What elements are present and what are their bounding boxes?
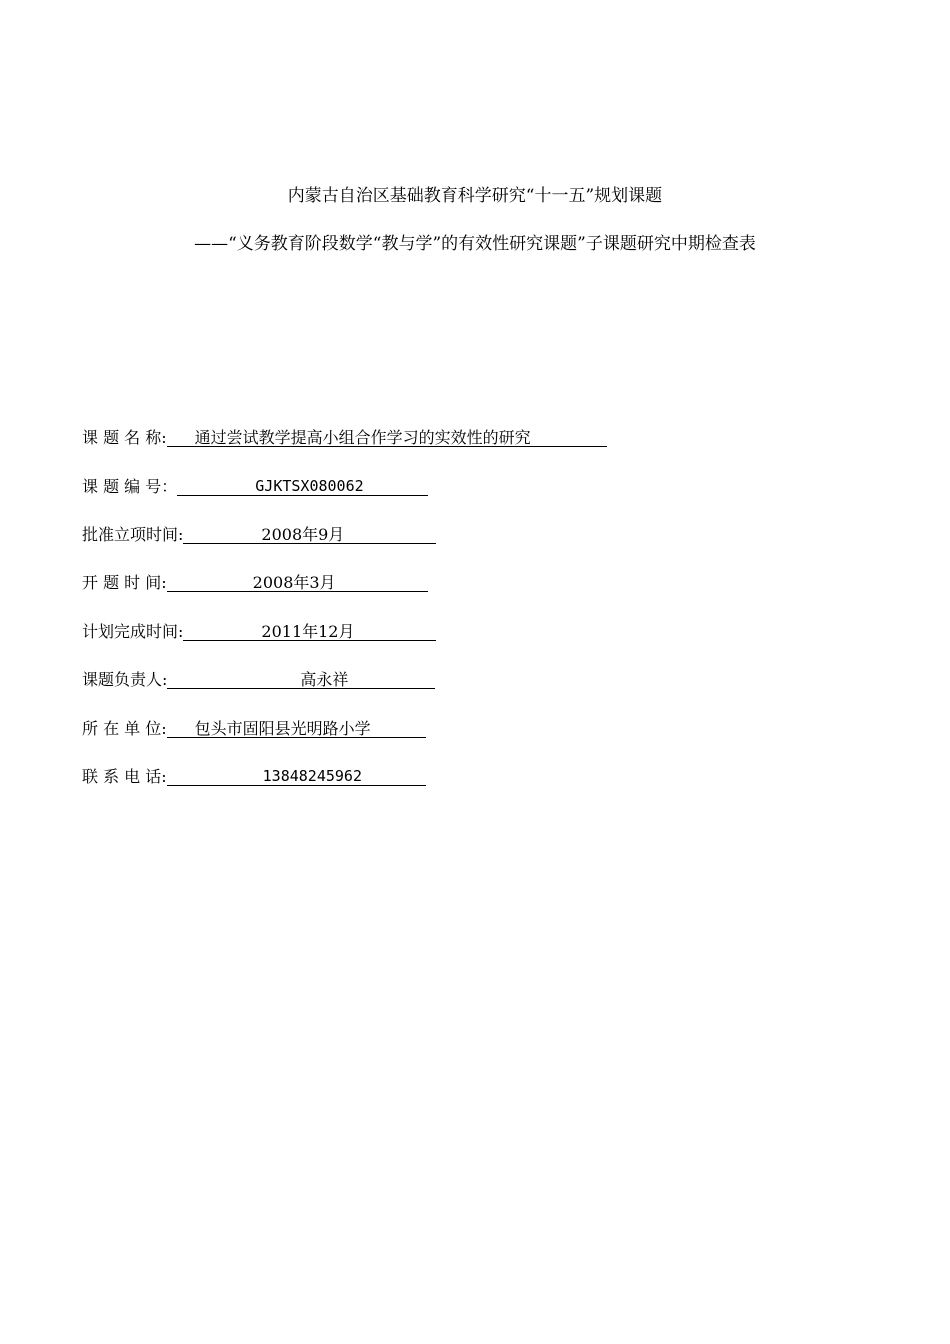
field-approval-time — [82, 524, 436, 546]
unit-label: 所 在 单 位: — [82, 719, 167, 738]
field-topic-number — [82, 476, 428, 498]
planned-completion-value: 2011年12月 — [183, 621, 436, 641]
approval-time-value: 2008年9月 — [183, 524, 436, 544]
field-start-time — [82, 572, 428, 594]
unit-value: 包头市固阳县光明路小学 — [167, 718, 426, 738]
topic-number-label: 课 题 编 号： — [82, 477, 178, 496]
planned-completion-label: 计划完成时间: — [82, 622, 184, 641]
leader-label: 课题负责人: — [82, 670, 168, 689]
start-time-value: 2008年3月 — [167, 572, 428, 592]
field-unit — [82, 718, 426, 740]
field-topic-name — [82, 427, 607, 449]
phone-label: 联 系 电 话: — [82, 767, 167, 786]
approval-time-label: 批准立项时间: — [82, 525, 184, 544]
topic-name-value: 通过尝试教学提高小组合作学习的实效性的研究 — [167, 427, 607, 447]
field-phone — [82, 766, 426, 788]
leader-value: 高永祥 — [167, 669, 435, 689]
phone-value: 13848245962 — [167, 766, 426, 786]
document-subtitle: ——“义务教育阶段数学“教与学”的有效性研究课题”子课题研究中期检查表 — [194, 234, 756, 254]
start-time-label: 开 题 时 间: — [82, 573, 167, 592]
topic-name-label: 课 题 名 称: — [82, 428, 167, 447]
topic-number-value: GJKTSX080062 — [177, 476, 428, 496]
field-leader — [82, 669, 435, 691]
document-title: 内蒙古自治区基础教育科学研究“十一五”规划课题 — [287, 186, 663, 206]
field-planned-completion — [82, 621, 436, 643]
